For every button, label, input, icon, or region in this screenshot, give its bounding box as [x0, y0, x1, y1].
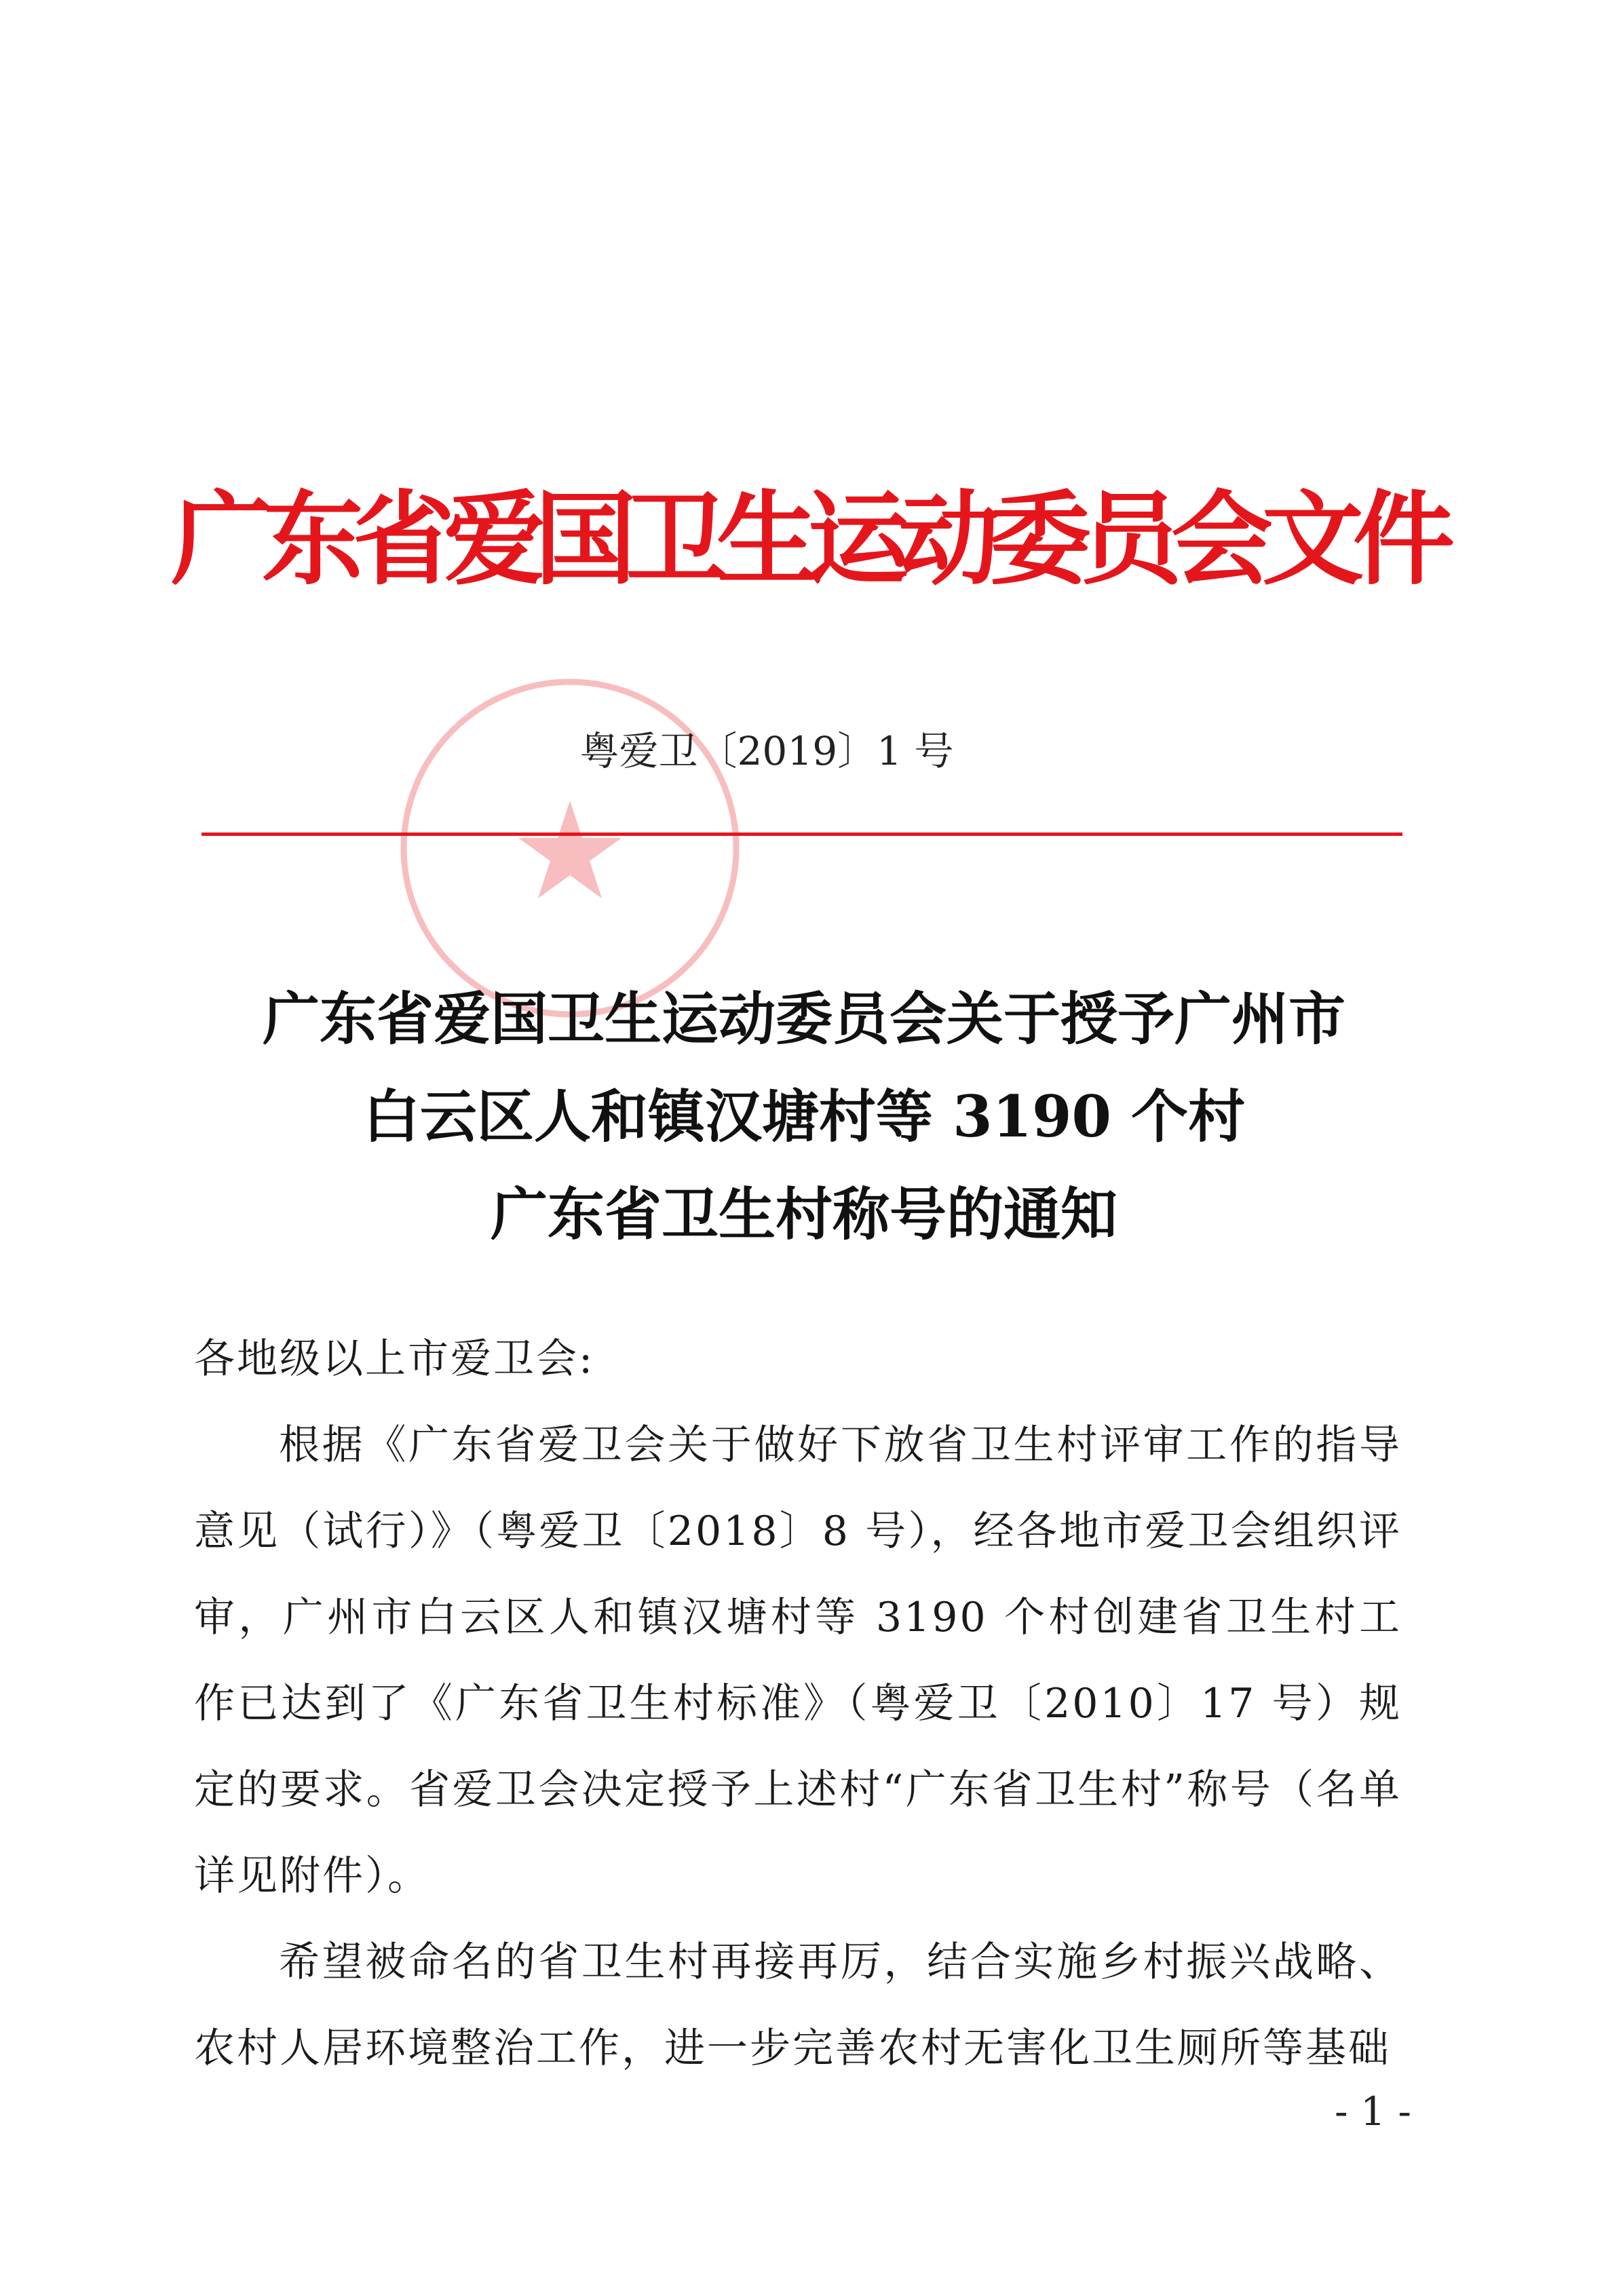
issuing-organization-header: 广东省爱国卫生运动委员会文件	[170, 480, 1444, 599]
notice-body	[194, 1316, 1402, 2092]
salutation: 各地级以上市爱卫会:	[194, 1335, 595, 1383]
notice-title-line: 白云区人和镇汉塘村等 3190 个村	[362, 1083, 1246, 1150]
notice-title-line: 广东省卫生村称号的通知	[490, 1181, 1117, 1248]
document-number: 粤爱卫〔2019〕1 号	[579, 728, 954, 774]
page-number: - 1 -	[1335, 2088, 1411, 2135]
body-paragraph: 希望被命名的省卫生村再接再厉，结合实施乡村振兴战略、农村人居环境整治工作，进一步完善农村无害化卫生厕所等基础	[194, 1938, 1402, 2072]
notice-title	[176, 970, 1432, 1263]
body-paragraph: 根据《广东省爱卫会关于做好下放省卫生村评审工作的指导意见（试行）》（粤爱卫〔2018〕8 号），经各地市爱卫会组织评审，广州市白云区人和镇汉塘村等 3190 个村创建省卫生村工作已达到了《广东省卫生村标准》（粤爱卫〔2010〕17 号）规定的要求。省爱卫会决定授予上述村“广东省卫生村”称号（名单详见附件）。	[194, 1421, 1402, 1900]
red-divider-line	[202, 833, 1402, 836]
notice-title-line: 广东省爱国卫生运动委员会关于授予广州市	[262, 985, 1345, 1052]
